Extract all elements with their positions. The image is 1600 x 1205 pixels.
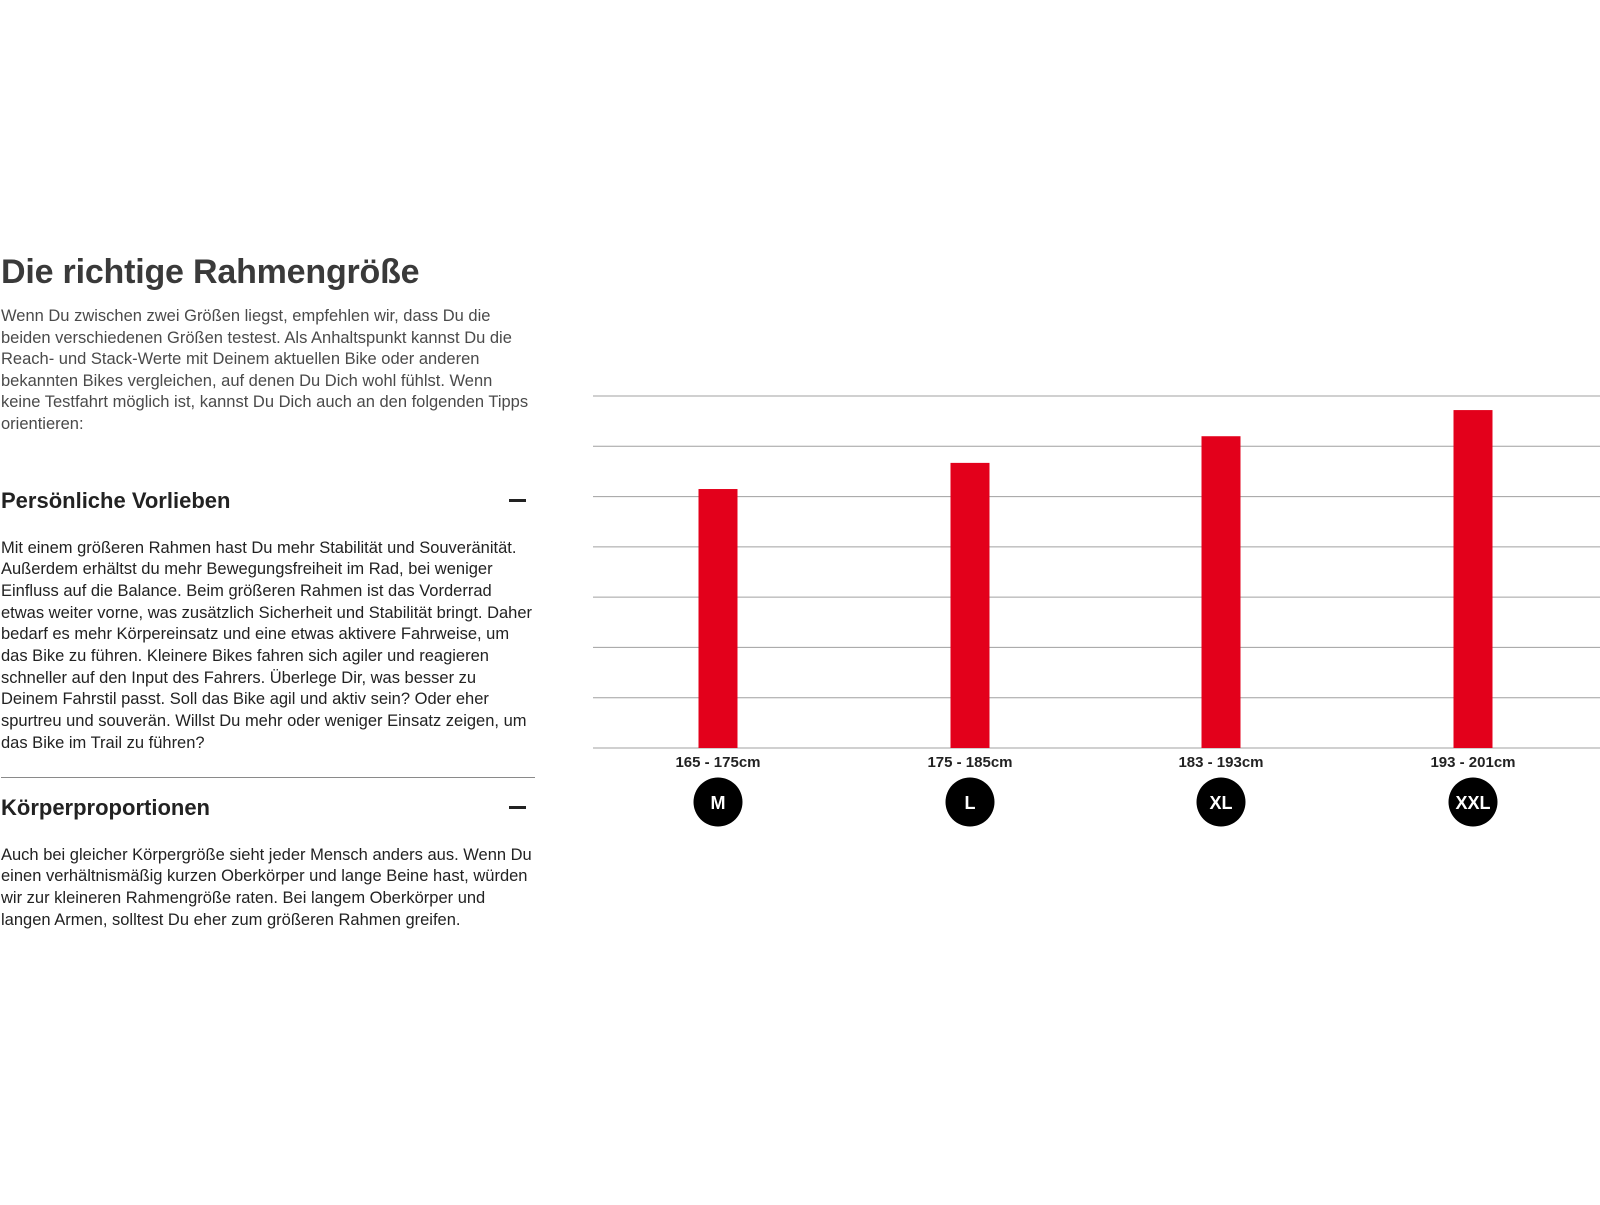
size-label: XXL xyxy=(1455,793,1491,813)
category-label: 193 - 201cm xyxy=(1430,754,1516,771)
bar-m xyxy=(699,489,738,748)
page-title: Die richtige Rahmengröße xyxy=(1,253,420,291)
accordion-title: Körperproportionen xyxy=(1,794,210,820)
accordion-body: Auch bei gleicher Körpergröße sieht jeder Mensch anders aus. Wenn Du einen verhältnismäßig kurzen Oberkörper und lange Beine hast, würden wir zur kleineren Rahmengröße raten. Bei langem Oberkörper und langen Armen, solltest Du eher zum größeren Rahmen greifen. xyxy=(1,845,532,929)
bar-l xyxy=(951,463,990,748)
bar-xl xyxy=(1202,436,1241,748)
category-label: 183 - 193cm xyxy=(1178,754,1264,771)
category-label: 165 - 175cm xyxy=(675,754,761,771)
intro-text: Wenn Du zwischen zwei Größen liegst, empfehlen wir, dass Du die beiden verschiedenen Größen testest. Als Anhaltspunkt kannst Du die Reach- und Stack-Werte mit Deinem aktuellen Bike oder anderen bekannten Bikes vergleichen, auf denen Du Dich wohl fühlst. Wenn keine Testfahrt möglich ist, kannst Du Dich auch an den folgenden Tipps orientieren: xyxy=(1,307,529,433)
accordion-title: Persönliche Vorlieben xyxy=(1,487,231,513)
size-label: L xyxy=(964,793,976,813)
bar-xxl xyxy=(1454,410,1493,748)
accordion-body: Mit einem größeren Rahmen hast Du mehr Stabilität und Souveränität. Außerdem erhältst du mehr Bewegungsfreiheit im Rad, bei weniger Einfluss auf die Balance. Beim größeren Rahmen ist das Vorderrad etwas weiter vorne, was zusätzlich Sicherheit und Stabilität bringt. Daher bedarf es mehr Körpereinsatz und eine etwas aktivere Fahrweise, um das Bike zu führen. Kleinere Bikes fahren sich agiler und reagieren schneller auf den Input des Fahrers. Überlege Dir, was besser zu Deinem Fahrstil passt. Soll das Bike agil und aktiv sein? Oder eher spurtreu und souverän. Willst Du mehr oder weniger Einsatz zeigen, um das Bike im Trail zu führen? xyxy=(1,538,535,778)
size-label: XL xyxy=(1209,793,1233,813)
size-label: M xyxy=(710,793,726,813)
category-label: 175 - 185cm xyxy=(927,754,1013,771)
